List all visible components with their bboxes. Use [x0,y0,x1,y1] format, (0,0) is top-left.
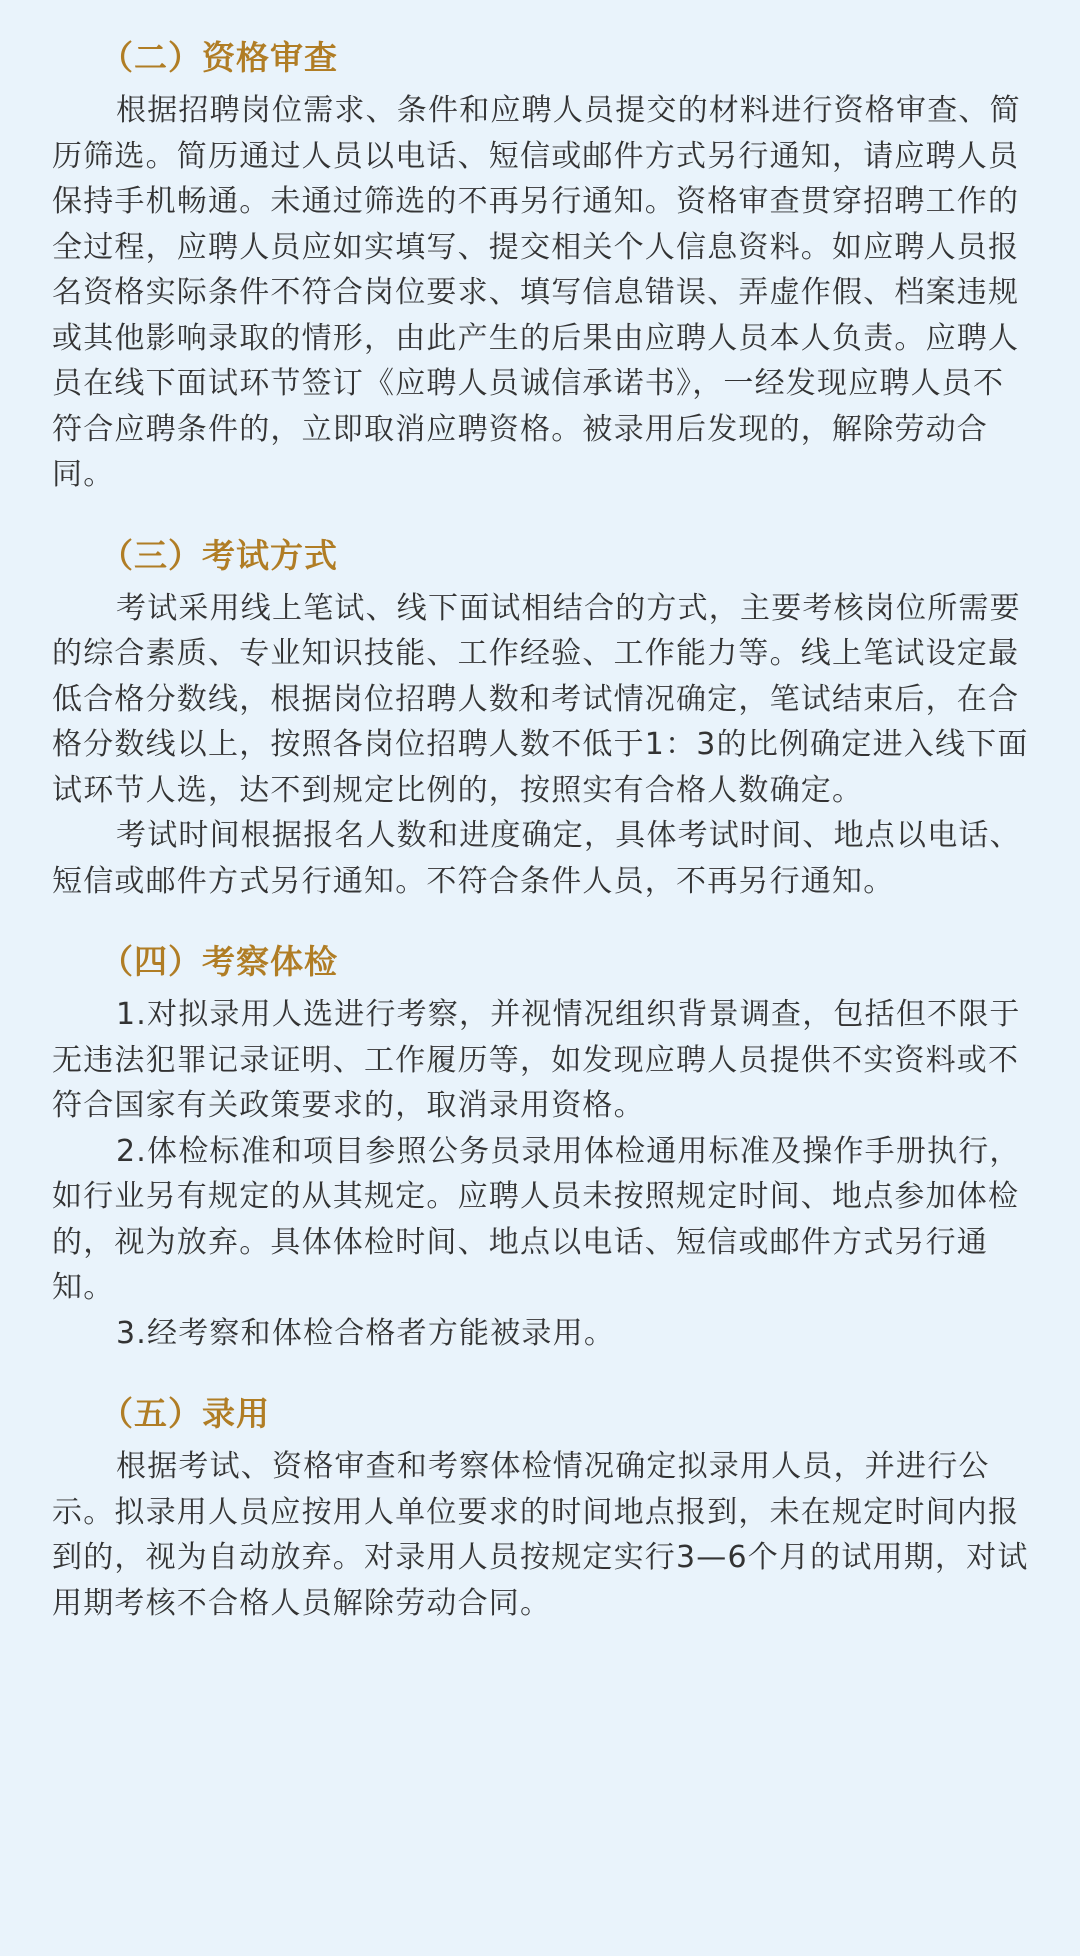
section-exam-method [52,526,1032,905]
section-title: （五）录用 [100,1394,270,1433]
paragraph: 考试采用线上笔试、线下面试相结合的方式，主要考核岗位所需要的综合素质、专业知识技能、工作经验、工作能力等。线上笔试设定最低合格分数线，根据岗位招聘人数和考试情况确定，笔试结束后，在合格分数线以上，按照各岗位招聘人数不低于1：3的比例确定进入线下面试环节人选，达不到规定比例的，按照实有合格人数确定。 [52,590,1029,808]
paragraph: 3.经考察和体检合格者方能被录用。 [116,1315,616,1351]
paragraph: 1.对拟录用人选进行考察，并视情况组织背景调查，包括但不限于无违法犯罪记录证明、工作履历等，如发现应聘人员提供不实资料或不符合国家有关政策要求的，取消录用资格。 [52,997,1021,1123]
section-inspection-physical [52,932,1032,1356]
section-title: （二）资格审查 [100,38,338,77]
section-employment [52,1384,1032,1626]
paragraph: 2.体检标准和项目参照公务员录用体检通用标准及操作手册执行，如行业另有规定的从其规定。应聘人员未按照规定时间、地点参加体检的，视为放弃。具体体检时间、地点以电话、短信或邮件方式另行通知。 [52,1133,1021,1305]
paragraph: 根据招聘岗位需求、条件和应聘人员提交的材料进行资格审查、简历筛选。简历通过人员以电话、短信或邮件方式另行通知，请应聘人员保持手机畅通。未通过筛选的不再另行通知。资格审查贯穿招聘工作的全过程，应聘人员应如实填写、提交相关个人信息资料。如应聘人员报名资格实际条件不符合岗位要求、填写信息错误、弄虚作假、档案违规或其他影响录取的情形，由此产生的后果由应聘人员本人负责。应聘人员在线下面试环节签订《应聘人员诚信承诺书》，一经发现应聘人员不符合应聘条件的，立即取消应聘资格。被录用后发现的，解除劳动合同。 [52,93,1021,492]
paragraph: 考试时间根据报名人数和进度确定，具体考试时间、地点以电话、短信或邮件方式另行通知。不符合条件人员，不再另行通知。 [52,818,1021,899]
section-title: （四）考察体检 [100,942,338,981]
section-qualification-review [52,28,1032,498]
paragraph: 根据考试、资格审查和考察体检情况确定拟录用人员，并进行公示。拟录用人员应按用人单位要求的时间地点报到，未在规定时间内报到的，视为自动放弃。对录用人员按规定实行3—6个月的试用期，对试用期考核不合格人员解除劳动合同。 [52,1449,1029,1621]
section-title: （三）考试方式 [100,535,338,575]
